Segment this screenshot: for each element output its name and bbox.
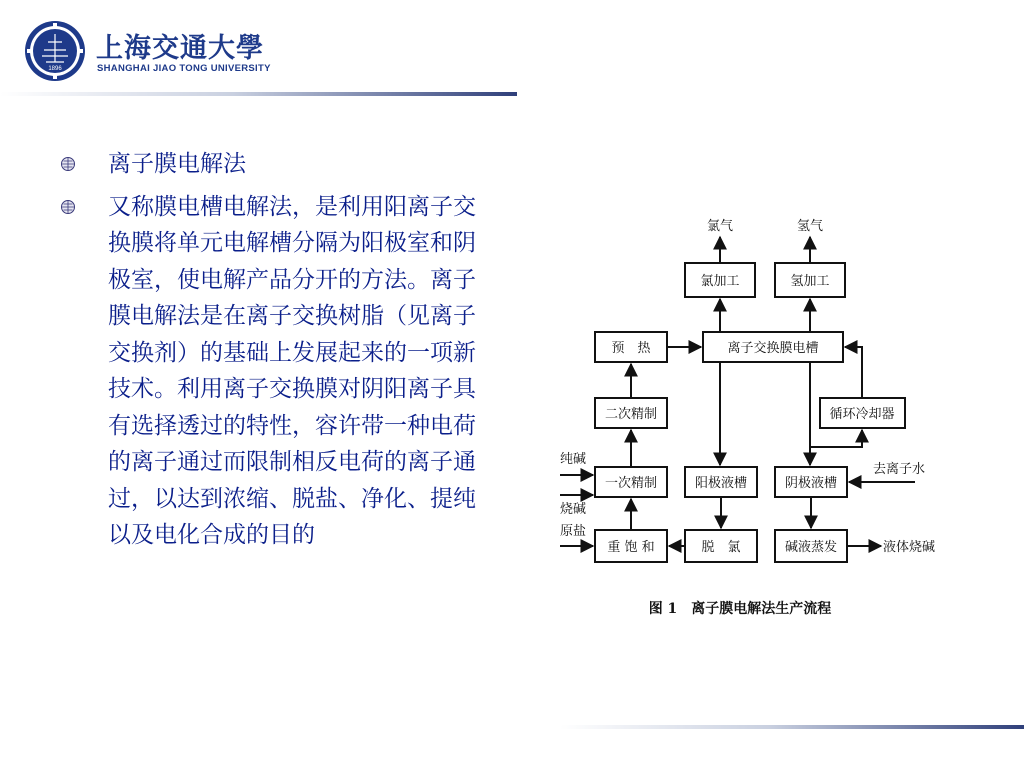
slide-header [0, 0, 1024, 100]
bullet-list [60, 146, 490, 560]
bullet-item-description [60, 189, 490, 554]
logo-chinese-name: 上海交通大學 [96, 33, 264, 64]
flow-arrow [811, 430, 862, 447]
cl-process-label: 氯加工 [700, 274, 740, 289]
chlorine-gas-label: 氯气 [706, 219, 734, 234]
process-flow-diagram [555, 205, 945, 625]
liquid-caustic-label: 液体烧碱 [883, 540, 936, 555]
bullet-text: 离子膜电解法 [108, 151, 246, 177]
pure-alkali-label: 纯碱 [560, 452, 587, 467]
globe-bullet-icon [60, 156, 76, 172]
h-process-label: 氢加工 [790, 274, 830, 289]
svg-text:1896: 1896 [48, 66, 62, 72]
secondary-refine-label: 二次精制 [604, 407, 658, 422]
dechlorination-label: 脱 氯 [701, 540, 741, 555]
logo-english-name: SHANGHAI JIAO TONG UNIVERSITY [97, 63, 271, 74]
primary-refine-label: 一次精制 [604, 476, 658, 491]
raw-salt-label: 原盐 [560, 524, 587, 539]
globe-bullet-icon [60, 199, 76, 215]
deionized-water-label: 去离子水 [873, 462, 926, 477]
footer-divider [560, 725, 1024, 729]
bullet-text: 又称膜电槽电解法，是利用阳离子交换膜将单元电解槽分隔为阳极室和阴极室，使电解产品分开的方法。离子膜电解法是在离子交换树脂（见离子交换剂）的基础上发展起来的一项新技术。利用离子交换膜对阴阳离子具有选择透过的特性，容许带一种电荷的离子通过而限制相反电荷的离子通过，以达到浓缩、脱盐、净化、提纯以及电化合成的目的 [108, 193, 476, 548]
figure-caption: 图 1 离子膜电解法生产流程 [648, 601, 832, 617]
bullet-item-title [60, 146, 490, 183]
caustic-label: 烧碱 [560, 502, 587, 517]
anolyte-tank-label: 阳极液槽 [694, 476, 748, 491]
catholyte-tank-label: 阴极液槽 [784, 476, 838, 491]
preheat-label: 预 热 [611, 341, 651, 356]
header-divider [0, 92, 517, 96]
hydrogen-gas-label: 氢气 [796, 219, 824, 234]
resaturation-label: 重 饱 和 [607, 540, 655, 555]
flow-arrow [845, 347, 862, 398]
circ-cooler-label: 循环冷却器 [829, 407, 895, 422]
evaporation-label: 碱液蒸发 [784, 540, 838, 555]
university-seal-logo [24, 20, 86, 82]
cell-label: 离子交换膜电槽 [727, 341, 819, 356]
